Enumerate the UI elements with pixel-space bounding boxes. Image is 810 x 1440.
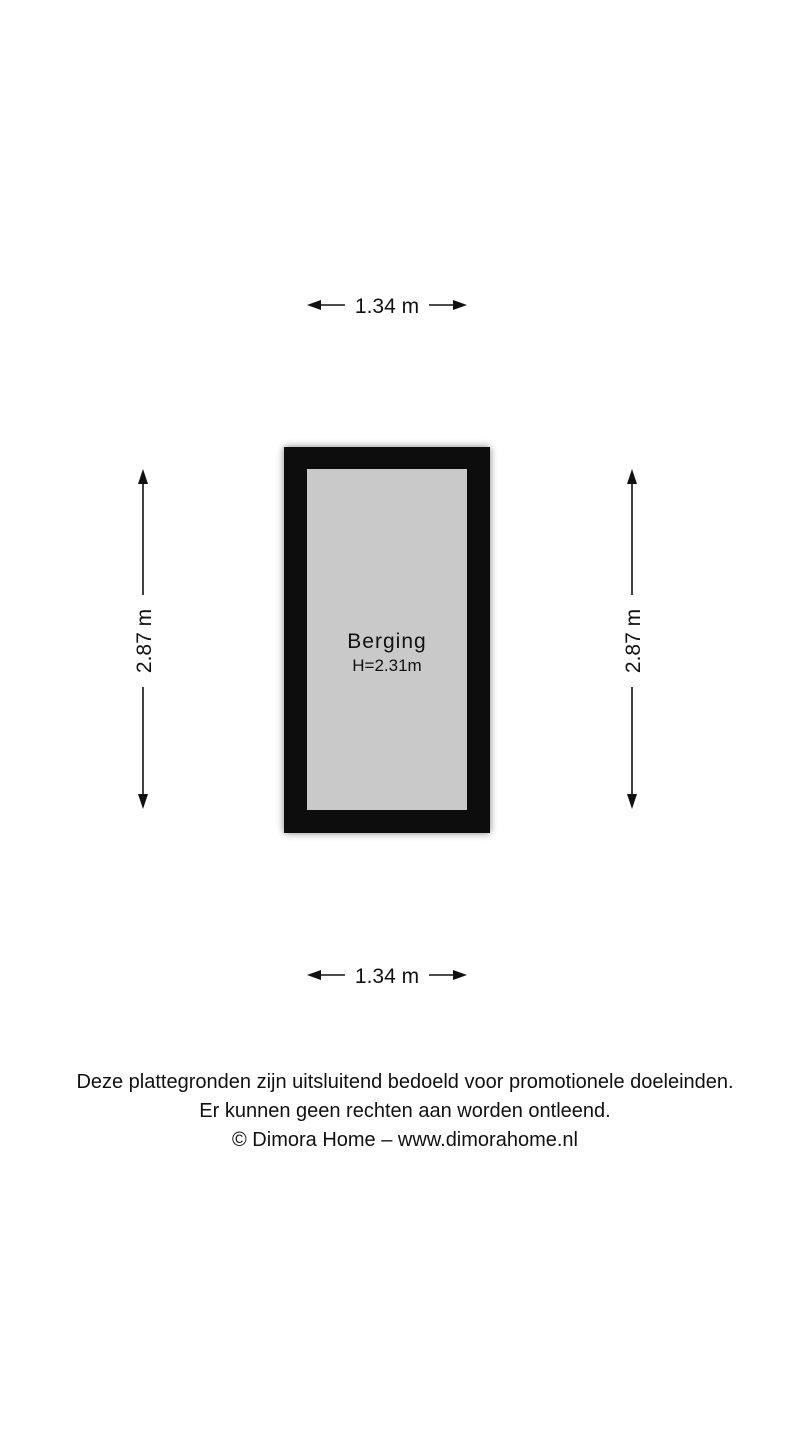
dimension-left-label: 2.87 m [133,608,156,674]
arrowhead-up-icon [138,469,148,484]
disclaimer-text [0,1068,810,1155]
dimension-left [133,469,156,809]
room-berging [284,447,490,833]
arrowhead-right-icon [453,970,467,980]
dimension-right [622,469,645,809]
arrowhead-right-icon [453,300,467,310]
arrowhead-left-icon [307,970,321,980]
disclaimer-line-1: Deze plattegronden zijn uitsluitend bedoeld voor promotionele doeleinden. [76,1071,734,1093]
arrowhead-up-icon [627,469,637,484]
disclaimer-line-2: Er kunnen geen rechten aan worden ontleend. [199,1100,611,1122]
arrowhead-down-icon [138,794,148,809]
room-name-label: Berging [347,630,427,653]
dimension-right-label: 2.87 m [622,608,645,674]
disclaimer-line-3: © Dimora Home – www.dimorahome.nl [232,1129,578,1151]
arrowhead-left-icon [307,300,321,310]
arrowhead-down-icon [627,794,637,809]
dimension-bottom-label: 1.34 m [354,965,420,988]
room-height-label: H=2.31m [352,656,422,675]
dimension-top [307,295,467,318]
dimension-top-label: 1.34 m [354,295,420,318]
dimension-bottom [307,965,467,988]
